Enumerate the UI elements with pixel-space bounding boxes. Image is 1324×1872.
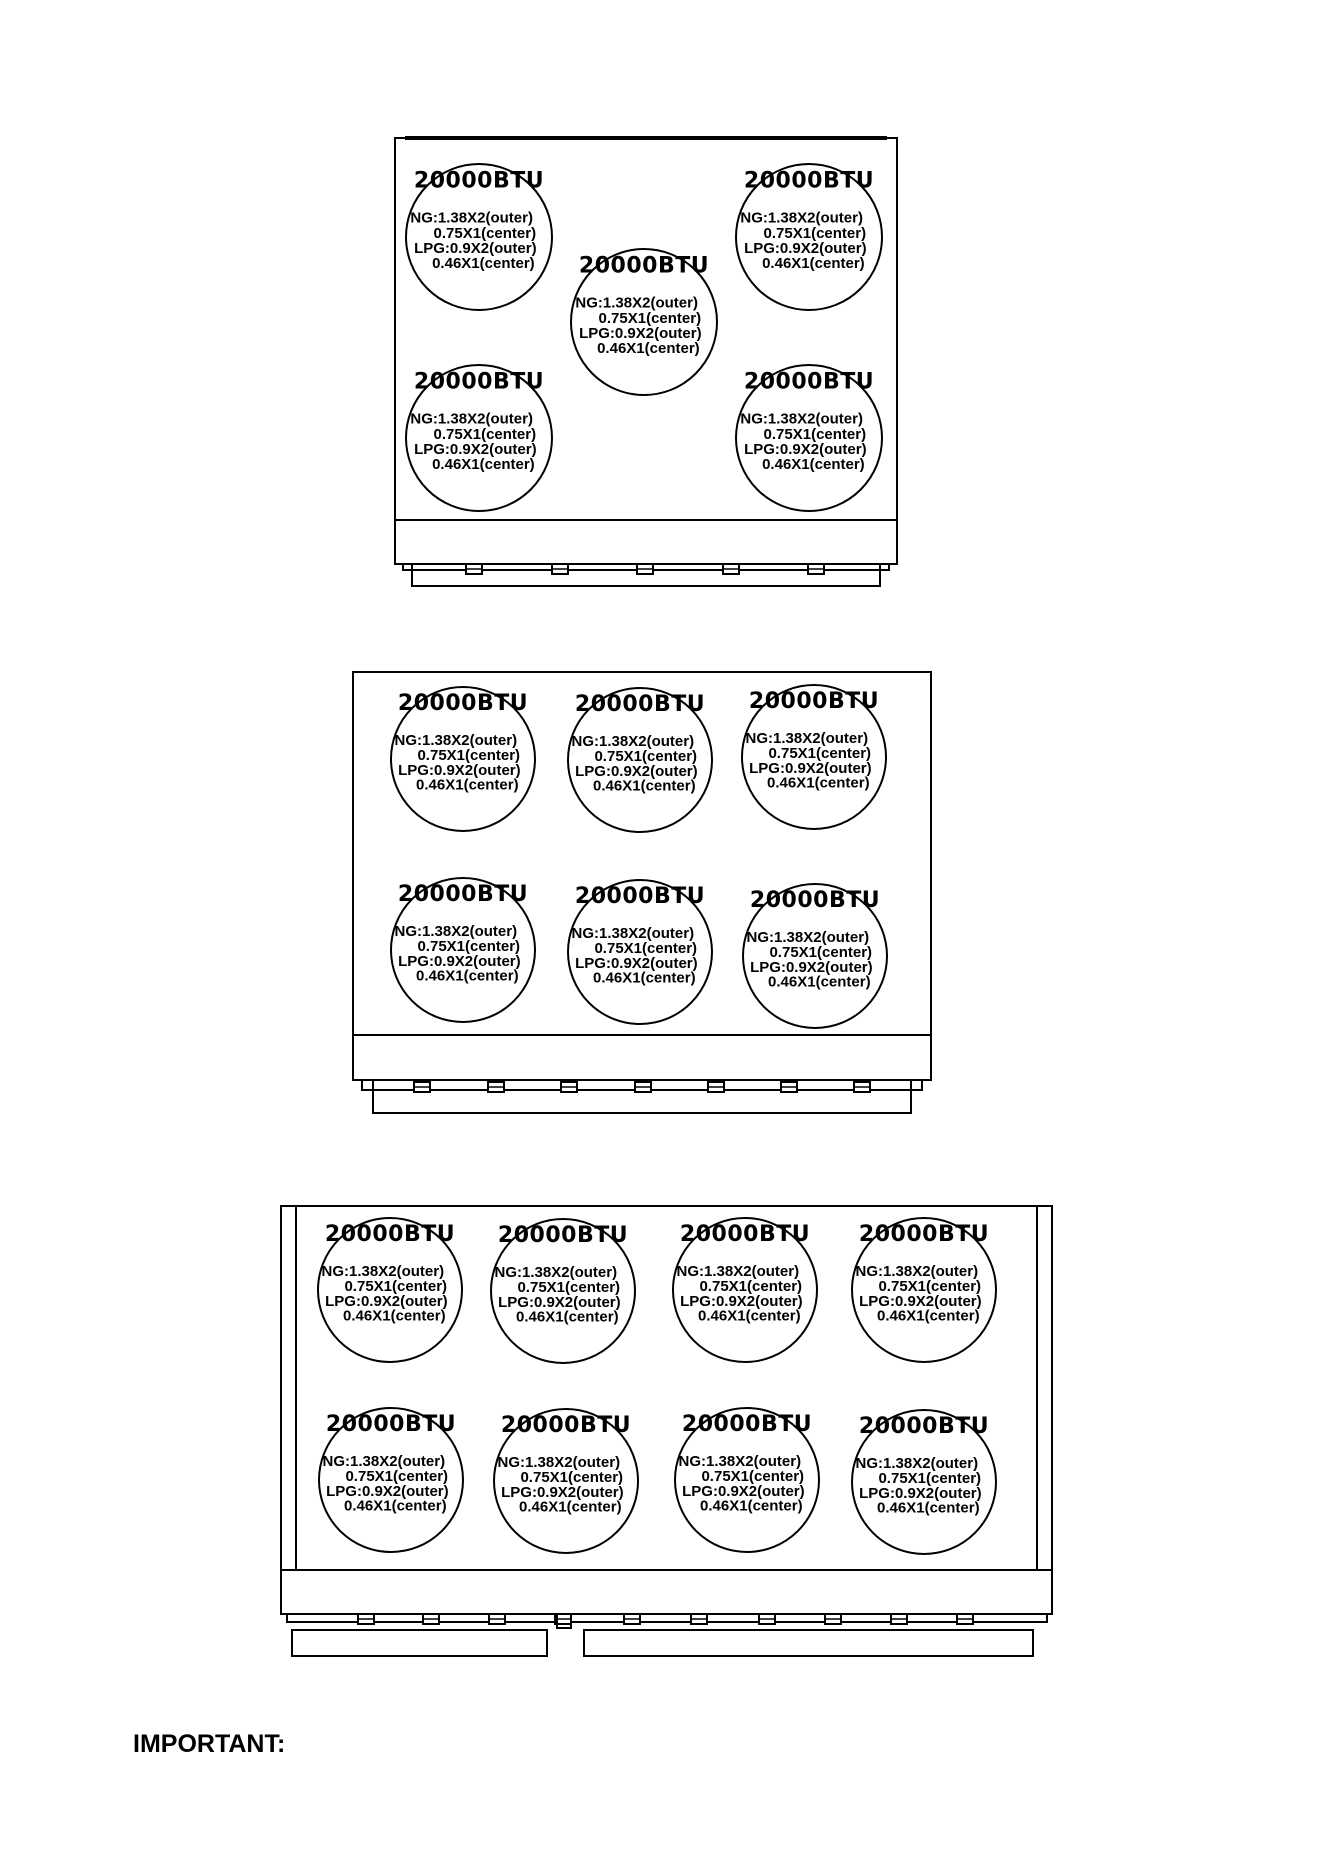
burner-spec-line: LPG:0.9X2(outer) [750, 959, 873, 977]
burner-spec-line: LPG:0.9X2(outer) [326, 1483, 449, 1501]
burner-rating: 20000BTU [397, 882, 529, 908]
burner-spec-line: NG:1.38X2(outer) [575, 294, 698, 312]
burner-rating: 20000BTU [858, 1414, 990, 1440]
burner-spec-line: 0.75X1(center) [433, 425, 537, 443]
burner-spec-line: 0.46X1(center) [516, 1308, 619, 1326]
burner-spec-line: LPG:0.9X2(outer) [579, 325, 702, 343]
burner-rating: 20000BTU [324, 1222, 456, 1248]
burner-spec-line: 0.46X1(center) [432, 254, 535, 272]
burner-spec-line: LPG:0.9X2(outer) [575, 955, 698, 973]
burner-spec-line: LPG:0.9X2(outer) [744, 240, 867, 258]
burner-spec-line: 0.75X1(center) [594, 747, 698, 765]
burner-spec-line: 0.46X1(center) [597, 339, 700, 357]
burner-spec-line: 0.46X1(center) [343, 1307, 446, 1325]
burner-spec-line: 0.46X1(center) [416, 967, 519, 985]
burner-2 [491, 1219, 635, 1363]
burner-spec-line: NG:1.38X2(outer) [740, 209, 863, 227]
burner-rating: 20000BTU [497, 1223, 629, 1249]
range-five-burner [395, 138, 897, 586]
burner-spec-line: 0.75X1(center) [763, 224, 867, 242]
burner-1 [391, 687, 535, 831]
burner-spec-line: 0.75X1(center) [701, 1467, 805, 1485]
burner-spec-line: 0.75X1(center) [417, 937, 521, 955]
burner-rating: 20000BTU [743, 369, 875, 395]
burner-rating: 20000BTU [413, 369, 545, 395]
burner-spec-line: 0.75X1(center) [768, 744, 872, 762]
burner-spec-line: 0.75X1(center) [763, 425, 867, 443]
burner-3 [571, 249, 717, 395]
control-rail [287, 1614, 1047, 1622]
burner-1 [318, 1218, 462, 1362]
burner-spec-line: NG:1.38X2(outer) [676, 1262, 800, 1280]
front-panel [353, 1035, 931, 1080]
burner-spec-line: 0.46X1(center) [762, 455, 865, 473]
burner-spec-line: NG:1.38X2(outer) [745, 729, 869, 747]
burner-spec-line: LPG:0.9X2(outer) [859, 1293, 982, 1311]
burner-spec-line: 0.75X1(center) [878, 1469, 982, 1487]
burner-spec-line: LPG:0.9X2(outer) [682, 1483, 805, 1501]
burner-spec-line: 0.75X1(center) [878, 1277, 982, 1295]
burner-spec-line: LPG:0.9X2(outer) [398, 762, 521, 780]
burner-spec-line: LPG:0.9X2(outer) [575, 763, 698, 781]
burner-spec-line: NG:1.38X2(outer) [494, 1263, 618, 1281]
burner-spec-line: 0.46X1(center) [700, 1497, 803, 1515]
burner-4 [852, 1218, 996, 1362]
kick-plate-left [292, 1630, 547, 1656]
kick-plate-right [584, 1630, 1033, 1656]
burner-4 [406, 365, 552, 511]
burner-rating: 20000BTU [679, 1222, 811, 1248]
burner-rating: 20000BTU [743, 168, 875, 194]
burner-spec-line: 0.75X1(center) [598, 309, 702, 327]
burner-spec-line: NG:1.38X2(outer) [855, 1454, 979, 1472]
burner-6 [743, 884, 887, 1028]
burner-spec-line: 0.75X1(center) [433, 224, 537, 242]
burner-spec-line: LPG:0.9X2(outer) [498, 1294, 621, 1312]
burner-6 [494, 1409, 638, 1553]
burner-1 [406, 164, 552, 310]
burner-rating: 20000BTU [749, 888, 881, 914]
burner-2 [736, 164, 882, 310]
burner-spec-line: LPG:0.9X2(outer) [680, 1293, 803, 1311]
burner-spec-line: NG:1.38X2(outer) [410, 410, 533, 428]
burner-spec-line: 0.46X1(center) [877, 1307, 980, 1325]
burner-spec-line: 0.46X1(center) [416, 776, 519, 794]
range-six-burner [353, 672, 931, 1113]
burner-spec-line: LPG:0.9X2(outer) [325, 1293, 448, 1311]
burner-rating: 20000BTU [681, 1412, 813, 1438]
burner-5 [736, 365, 882, 511]
burner-spec-line: 0.46X1(center) [877, 1499, 980, 1517]
burner-spec-line: LPG:0.9X2(outer) [744, 441, 867, 459]
burner-3 [742, 685, 886, 829]
burner-spec-line: NG:1.38X2(outer) [321, 1262, 445, 1280]
burner-spec-line: NG:1.38X2(outer) [410, 209, 533, 227]
burner-2 [568, 688, 712, 832]
burner-4 [391, 878, 535, 1022]
burner-rating: 20000BTU [858, 1222, 990, 1248]
burner-spec-line: 0.46X1(center) [768, 973, 871, 991]
burner-spec-line: 0.75X1(center) [417, 746, 521, 764]
burner-rating: 20000BTU [748, 689, 880, 715]
burner-spec-line: NG:1.38X2(outer) [678, 1452, 802, 1470]
burner-spec-line: NG:1.38X2(outer) [394, 731, 518, 749]
burner-spec-line: 0.75X1(center) [594, 939, 698, 957]
burner-spec-line: LPG:0.9X2(outer) [859, 1485, 982, 1503]
burner-spec-line: 0.46X1(center) [767, 774, 870, 792]
burner-spec-line: NG:1.38X2(outer) [322, 1452, 446, 1470]
burner-spec-line: 0.46X1(center) [519, 1498, 622, 1516]
burner-3 [673, 1218, 817, 1362]
burner-spec-line: NG:1.38X2(outer) [740, 410, 863, 428]
burner-rating: 20000BTU [413, 168, 545, 194]
burner-spec-line: LPG:0.9X2(outer) [501, 1484, 624, 1502]
burner-spec-line: LPG:0.9X2(outer) [398, 953, 521, 971]
burner-rating: 20000BTU [574, 884, 706, 910]
burner-spec-line: 0.75X1(center) [345, 1467, 449, 1485]
burner-spec-line: NG:1.38X2(outer) [746, 928, 870, 946]
burner-spec-line: 0.75X1(center) [344, 1277, 448, 1295]
range-eight-burner [281, 1206, 1052, 1656]
burner-spec-line: 0.75X1(center) [517, 1278, 621, 1296]
burner-spec-line: 0.46X1(center) [432, 455, 535, 473]
burner-spec-line: NG:1.38X2(outer) [855, 1262, 979, 1280]
burner-rating: 20000BTU [500, 1413, 632, 1439]
burner-spec-line: 0.46X1(center) [762, 254, 865, 272]
front-panel [281, 1570, 1052, 1614]
burner-spec-line: LPG:0.9X2(outer) [749, 760, 872, 778]
burner-spec-line: 0.75X1(center) [520, 1468, 624, 1486]
burner-spec-line: 0.46X1(center) [344, 1497, 447, 1515]
burner-rating: 20000BTU [325, 1412, 457, 1438]
burner-spec-line: LPG:0.9X2(outer) [414, 441, 537, 459]
burner-spec-line: NG:1.38X2(outer) [571, 924, 695, 942]
burner-spec-line: 0.75X1(center) [769, 943, 873, 961]
burner-5 [568, 880, 712, 1024]
burner-spec-line: LPG:0.9X2(outer) [414, 240, 537, 258]
burner-spec-line: 0.75X1(center) [699, 1277, 803, 1295]
burner-7 [675, 1408, 819, 1552]
burner-spec-line: NG:1.38X2(outer) [497, 1453, 621, 1471]
burner-rating: 20000BTU [397, 691, 529, 717]
burner-spec-line: NG:1.38X2(outer) [571, 732, 695, 750]
burner-5 [319, 1408, 463, 1552]
burner-spec-line: 0.46X1(center) [698, 1307, 801, 1325]
burner-spec-line: 0.46X1(center) [593, 777, 696, 795]
front-panel [395, 520, 897, 564]
burner-spec-line: NG:1.38X2(outer) [394, 922, 518, 940]
important-heading: IMPORTANT: [133, 1730, 286, 1758]
burner-rating: 20000BTU [578, 253, 710, 279]
burner-8 [852, 1410, 996, 1554]
burner-rating: 20000BTU [574, 692, 706, 718]
burner-spec-line: 0.46X1(center) [593, 969, 696, 987]
